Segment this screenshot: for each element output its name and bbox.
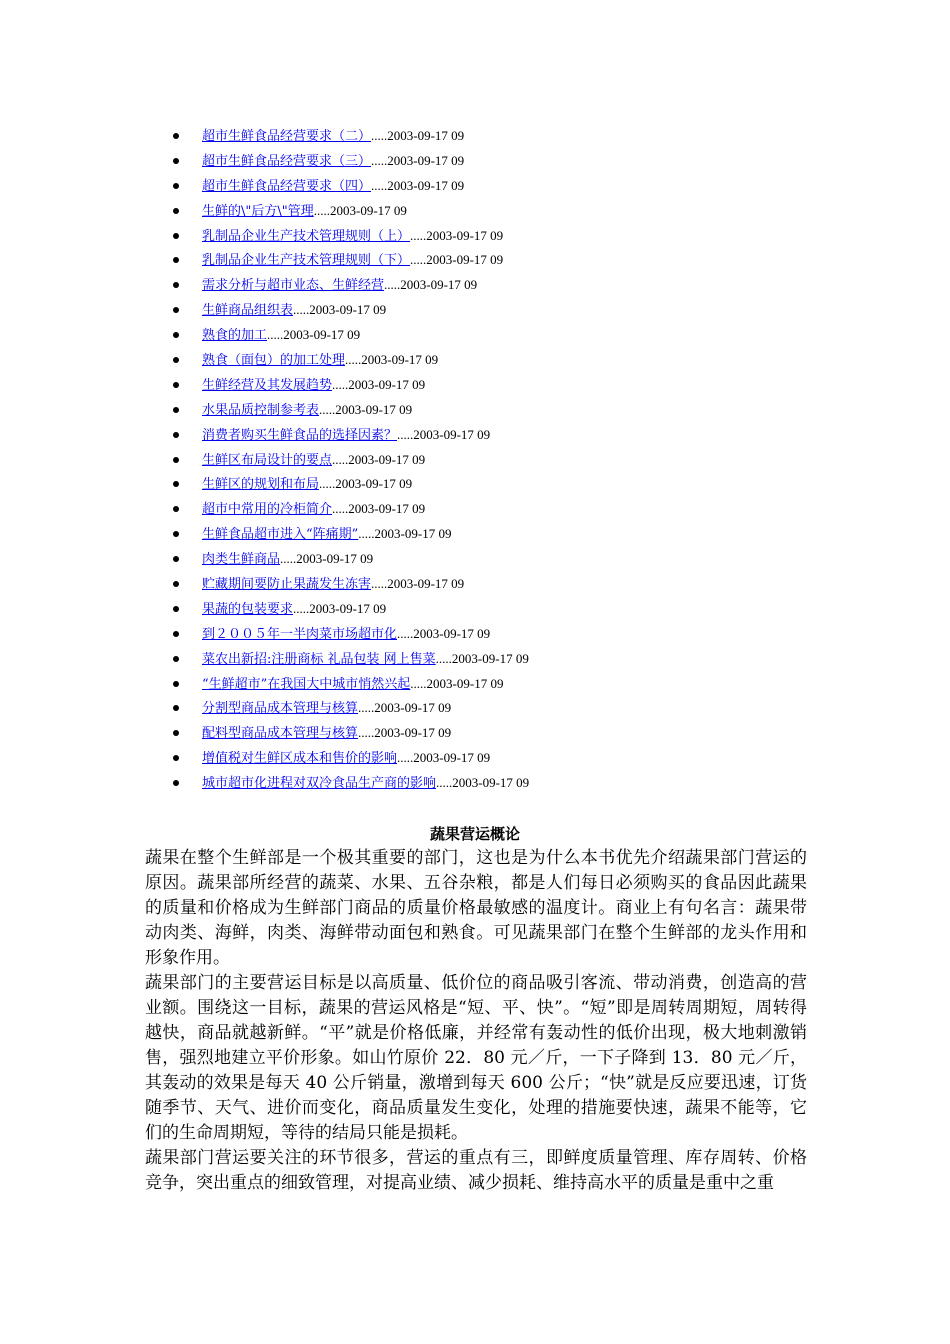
bullet-icon xyxy=(173,307,179,313)
link-date: .....2003-09-17 09 xyxy=(319,401,413,417)
link-list-item xyxy=(162,721,862,746)
bullet-icon xyxy=(173,506,179,512)
link-date: .....2003-09-17 09 xyxy=(267,327,361,343)
link-date: .....2003-09-17 09 xyxy=(319,476,413,492)
article-link[interactable]: 需求分析与超市业态、生鲜经营 xyxy=(202,278,385,294)
link-date: .....2003-09-17 09 xyxy=(358,725,452,741)
link-list-item xyxy=(162,448,862,473)
article-link[interactable]: 生鲜经营及其发展趋势 xyxy=(202,377,333,393)
link-date: .....2003-09-17 09 xyxy=(332,376,426,392)
link-list-item xyxy=(162,149,862,174)
link-list-item xyxy=(162,522,862,547)
bullet-icon xyxy=(173,158,179,164)
bullet-icon xyxy=(173,382,179,388)
link-list-item xyxy=(162,746,862,771)
link-list-item xyxy=(162,323,862,348)
article-body xyxy=(145,846,807,1196)
bullet-icon xyxy=(173,457,179,463)
link-date: .....2003-09-17 09 xyxy=(436,775,530,791)
link-date: .....2003-09-17 09 xyxy=(397,426,491,442)
bullet-icon xyxy=(173,581,179,587)
link-date: .....2003-09-17 09 xyxy=(371,177,465,193)
article-link[interactable]: 配料型商品成本管理与核算 xyxy=(202,726,359,742)
bullet-icon xyxy=(173,780,179,786)
article-link[interactable]: 乳制品企业生产技术管理规则（下） xyxy=(202,253,411,269)
bullet-icon xyxy=(173,407,179,413)
link-date: .....2003-09-17 09 xyxy=(384,277,478,293)
bullet-icon xyxy=(173,481,179,487)
link-list-item xyxy=(162,597,862,622)
link-list-item xyxy=(162,348,862,373)
link-date: .....2003-09-17 09 xyxy=(313,202,407,218)
article-link[interactable]: 生鲜区布局设计的要点 xyxy=(202,452,333,468)
link-date: .....2003-09-17 09 xyxy=(293,302,387,318)
bullet-icon xyxy=(173,432,179,438)
link-date: .....2003-09-17 09 xyxy=(435,650,529,666)
link-list-item xyxy=(162,273,862,298)
bullet-icon xyxy=(173,257,179,263)
link-date: .....2003-09-17 09 xyxy=(397,625,491,641)
link-date: .....2003-09-17 09 xyxy=(397,750,491,766)
bullet-icon xyxy=(173,556,179,562)
article-link[interactable]: 熟食的加工 xyxy=(202,328,268,344)
bullet-icon xyxy=(173,357,179,363)
link-list-item xyxy=(162,199,862,224)
link-date: .....2003-09-17 09 xyxy=(371,128,465,143)
link-list-item xyxy=(162,622,862,647)
article-link[interactable]: 生鲜商品组织表 xyxy=(202,303,294,319)
bullet-icon xyxy=(173,631,179,637)
link-list-item xyxy=(162,298,862,323)
link-date: .....2003-09-17 09 xyxy=(358,700,452,716)
article-link[interactable]: 超市生鲜食品经营要求（三） xyxy=(202,153,372,169)
link-date: .....2003-09-17 09 xyxy=(280,551,374,567)
link-list-item xyxy=(162,497,862,522)
link-date: .....2003-09-17 09 xyxy=(410,252,504,268)
bullet-icon xyxy=(173,332,179,338)
link-list-item xyxy=(162,224,862,249)
link-date: .....2003-09-17 09 xyxy=(345,352,439,368)
link-date: .....2003-09-17 09 xyxy=(293,600,387,616)
article-title: 蔬果营运概论 xyxy=(429,825,520,843)
article-link[interactable]: 增值税对生鲜区成本和售价的影响 xyxy=(202,751,398,767)
article-link[interactable]: 城市超市化进程对双冷食品生产商的影响 xyxy=(202,776,437,792)
bullet-icon xyxy=(173,606,179,612)
link-date: .....2003-09-17 09 xyxy=(371,576,465,592)
bullet-icon xyxy=(173,730,179,736)
link-date: .....2003-09-17 09 xyxy=(410,675,504,691)
article-link[interactable]: 生鲜的\"后方\"管理 xyxy=(202,203,314,219)
article-link[interactable]: 肉类生鲜商品 xyxy=(202,552,281,568)
link-date: .....2003-09-17 09 xyxy=(332,451,426,467)
link-list-item xyxy=(162,572,862,597)
link-list-item xyxy=(162,672,862,697)
article-link[interactable]: 超市生鲜食品经营要求（四） xyxy=(202,178,372,194)
bullet-icon xyxy=(173,705,179,711)
bullet-icon xyxy=(173,531,179,537)
link-list-item xyxy=(162,248,862,273)
link-list-item xyxy=(162,472,862,497)
link-list-item xyxy=(162,373,862,398)
article-paragraph: 蔬果在整个生鲜部是一个极其重要的部门，这也是为什么本书优先介绍蔬果部门营运的原因。蔬果部所经营的蔬菜、水果、五谷杂粮，都是人们每日必须购买的食品因此蔬果的质量和价格成为生鲜部门商品的质量价格最敏感的温度计。商业上有句名言：蔬果带动肉类、海鲜，肉类、海鲜带动面包和熟食。可见蔬果部门在整个生鲜部的龙头作用和形象作用。 xyxy=(145,848,807,968)
article-link[interactable]: 熟食（面包）的加工处理 xyxy=(202,353,346,369)
bullet-icon xyxy=(173,133,179,139)
bullet-icon xyxy=(173,755,179,761)
article-link[interactable]: 到２００５年一半肉菜市场超市化 xyxy=(202,626,398,642)
bullet-icon xyxy=(173,183,179,189)
article-link[interactable]: “生鲜超市”在我国大中城市悄然兴起 xyxy=(202,676,411,692)
article-link[interactable]: 果蔬的包装要求 xyxy=(202,601,294,617)
bullet-icon xyxy=(173,656,179,662)
article-link[interactable]: 超市中常用的冷柜简介 xyxy=(202,502,333,518)
article-paragraph: 蔬果部门的主要营运目标是以高质量、低价位的商品吸引客流、带动消费，创造高的营业额。围绕这一目标，蔬果的营运风格是“短、平、快”。“短”即是周转周期短，周转得越快，商品就越新鲜。“平”就是价格低廉，并经常有轰动性的低价出现，极大地刺激销售，强烈地建立平价形象。如山竹原价 22．80 元／斤，一下子降到 13．80 元／斤，其轰动的效果是每天 40 公斤销量，激增到每天 600 公斤；“快”就是反应要迅速，订货随季节、天气、进价而变化，商品质量发生变化，处理的措施要快速，蔬果不能等，它们的生命周期短，等待的结局只能是损耗。 xyxy=(145,973,807,1143)
link-date: .....2003-09-17 09 xyxy=(410,227,504,243)
link-list-item xyxy=(162,771,862,796)
bullet-icon xyxy=(173,681,179,687)
article-link[interactable]: 贮藏期间要防止果蔬发生冻害 xyxy=(202,577,372,593)
link-date: .....2003-09-17 09 xyxy=(371,152,465,168)
link-list-item xyxy=(162,174,862,199)
link-list-item xyxy=(162,547,862,572)
article-link[interactable]: 分割型商品成本管理与核算 xyxy=(202,701,359,717)
article-link[interactable]: 消费者购买生鲜食品的选择因素？ xyxy=(202,427,398,443)
link-list-item xyxy=(162,647,862,672)
link-date: .....2003-09-17 09 xyxy=(358,526,452,542)
article-paragraph: 蔬果部门营运要关注的环节很多，营运的重点有三，即鲜度质量管理、库存周转、价格竞争，突出重点的细致管理，对提高业绩、减少损耗、维持高水平的质量是重中之重 xyxy=(145,1148,807,1193)
link-list-item xyxy=(162,398,862,423)
article-link-list xyxy=(162,124,862,796)
bullet-icon xyxy=(173,208,179,214)
article-link[interactable]: 菜农出新招:注册商标 礼品包装 网上售菜 xyxy=(202,651,436,667)
article-link[interactable]: 生鲜食品超市进入“阵痛期” xyxy=(202,527,359,543)
article-link[interactable]: 乳制品企业生产技术管理规则（上） xyxy=(202,228,411,244)
link-list-item xyxy=(162,124,862,149)
article-link[interactable]: 生鲜区的规划和布局 xyxy=(202,477,320,493)
article-link[interactable]: 超市生鲜食品经营要求（二） xyxy=(202,129,372,144)
link-list-item xyxy=(162,696,862,721)
article-link[interactable]: 水果品质控制参考表 xyxy=(202,402,320,418)
link-list-item xyxy=(162,423,862,448)
link-date: .....2003-09-17 09 xyxy=(332,501,426,517)
bullet-icon xyxy=(173,282,179,288)
bullet-icon xyxy=(173,233,179,239)
